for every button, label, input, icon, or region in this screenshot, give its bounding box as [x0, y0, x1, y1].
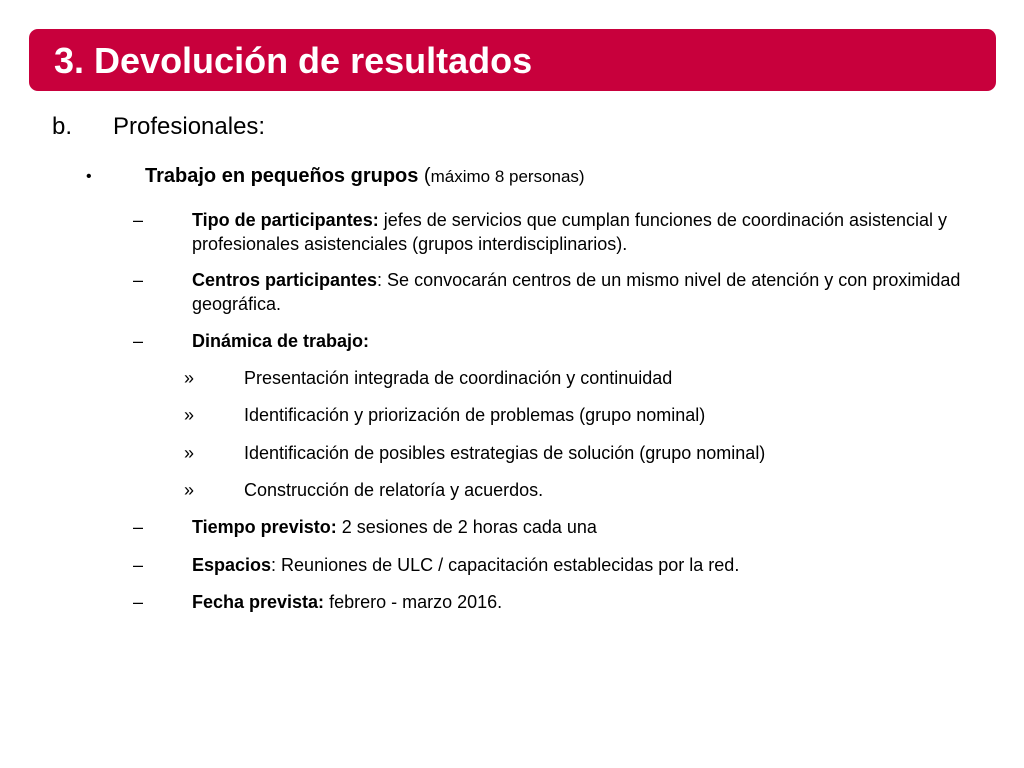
item-1-text: : Se convocarán centros de un mismo nivel de atención y con proximidad geográfica. — [192, 270, 961, 314]
item-0 — [192, 208, 972, 256]
item-after-0 — [192, 515, 597, 539]
item-after-2-bold: Fecha prevista: — [192, 592, 325, 612]
subitem-marker-0: » — [184, 368, 195, 388]
bullet-note: máximo 8 personas) — [430, 167, 585, 186]
bullet-marker: • — [86, 168, 92, 185]
bullet-line — [145, 164, 585, 189]
subitem-marker-3: » — [184, 480, 195, 500]
section-marker: b. — [52, 113, 73, 140]
item-0-text: jefes de servicios que cumplan funciones de coordinación asistencial y profesionales asistenciales (grupos interdisciplinarios). — [192, 210, 948, 254]
item-1 — [192, 268, 972, 316]
item-after-2-text: febrero - marzo 2016. — [324, 592, 503, 612]
item-after-1-text: : Reuniones de ULC / capacitación establecidas por la red. — [271, 555, 740, 575]
subitem-2: Identificación de posibles estrategias de solución (grupo nominal) — [244, 443, 766, 463]
item-2-bold: Dinámica de trabajo: — [192, 331, 370, 351]
item-after-marker-1: – — [133, 555, 144, 575]
item-after-2 — [192, 590, 502, 614]
subitem-marker-2: » — [184, 443, 195, 463]
bullet-bold: Trabajo en pequeños grupos — [145, 165, 419, 187]
item-marker-2: – — [133, 331, 144, 351]
item-0-bold: Tipo de participantes: — [192, 210, 379, 230]
subitem-marker-1: » — [184, 405, 195, 425]
subitem-1: Identificación y priorización de problemas (grupo nominal) — [244, 405, 706, 425]
subitem-3: Construcción de relatoría y acuerdos. — [244, 480, 544, 500]
item-after-1-bold: Espacios — [192, 555, 272, 575]
item-after-marker-0: – — [133, 517, 144, 537]
item-after-1 — [192, 553, 739, 577]
item-after-0-text: 2 sesiones de 2 horas cada una — [336, 517, 597, 537]
bullet-paren: ( — [418, 165, 431, 187]
item-marker-0: – — [133, 210, 144, 230]
subitem-0: Presentación integrada de coordinación y continuidad — [244, 368, 673, 388]
item-after-marker-2: – — [133, 592, 144, 612]
item-1-bold: Centros participantes — [192, 270, 378, 290]
item-marker-1: – — [133, 270, 144, 290]
item-2 — [192, 329, 369, 353]
title-bar — [29, 29, 996, 91]
slide-title: 3. Devolución de resultados — [54, 40, 533, 81]
section-label: Profesionales: — [113, 113, 266, 140]
item-after-0-bold: Tiempo previsto: — [192, 517, 337, 537]
